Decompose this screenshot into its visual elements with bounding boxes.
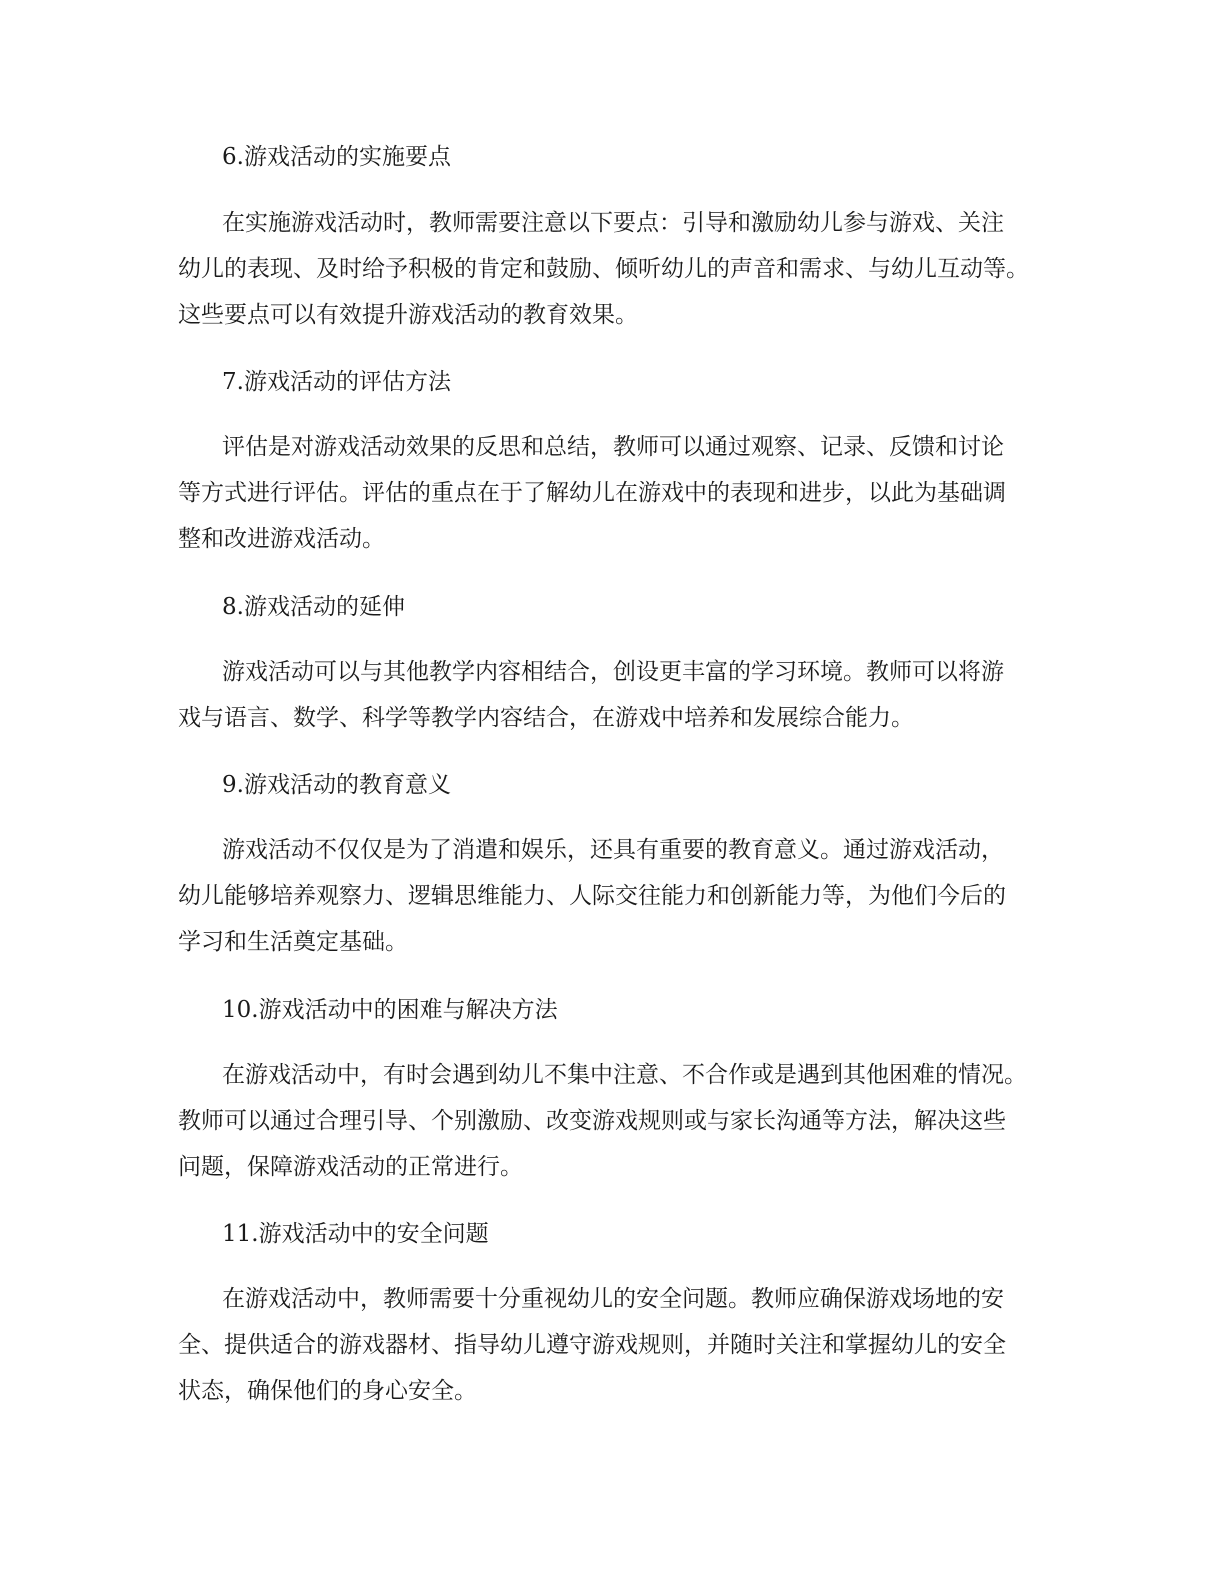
section-body-9: 游戏活动不仅仅是为了消遣和娱乐，还具有重要的教育意义。通过游戏活动， 幼儿能够培养观察力、逻辑思维能力、人际交往能力和创新能力等，为他们今后的 学习和生活奠定基础。 bbox=[178, 837, 1006, 955]
section-heading-8: 8.游戏活动的延伸 bbox=[222, 594, 405, 620]
section-heading-7: 7.游戏活动的评估方法 bbox=[222, 369, 451, 395]
section-body-10: 在游戏活动中，有时会遇到幼儿不集中注意、不合作或是遇到其他困难的情况。 教师可以通过合理引导、个别激励、改变游戏规则或与家长沟通等方法，解决这些 问题，保障游戏活动的正常进行。 bbox=[178, 1062, 1027, 1180]
section-heading-6: 6.游戏活动的实施要点 bbox=[222, 144, 451, 170]
section-heading-9: 9.游戏活动的教育意义 bbox=[222, 772, 451, 798]
section-body-8: 游戏活动可以与其他教学内容相结合，创设更丰富的学习环境。教师可以将游 戏与语言、数学、科学等教学内容结合，在游戏中培养和发展综合能力。 bbox=[178, 659, 1004, 731]
section-body-11: 在游戏活动中，教师需要十分重视幼儿的安全问题。教师应确保游戏场地的安 全、提供适合的游戏器材、指导幼儿遵守游戏规则，并随时关注和掌握幼儿的安全 状态，确保他们的身心安全。 bbox=[178, 1286, 1006, 1404]
section-heading-11: 11.游戏活动中的安全问题 bbox=[222, 1221, 489, 1247]
section-body-6: 在实施游戏活动时，教师需要注意以下要点：引导和激励幼儿参与游戏、关注 幼儿的表现、及时给予积极的肯定和鼓励、倾听幼儿的声音和需求、与幼儿互动等。 这些要点可以有效提升游戏活动的教育效果。 bbox=[178, 210, 1029, 328]
section-heading-10: 10.游戏活动中的困难与解决方法 bbox=[222, 997, 558, 1023]
section-body-7: 评估是对游戏活动效果的反思和总结，教师可以通过观察、记录、反馈和讨论 等方式进行评估。评估的重点在于了解幼儿在游戏中的表现和进步，以此为基础调 整和改进游戏活动。 bbox=[178, 434, 1006, 552]
